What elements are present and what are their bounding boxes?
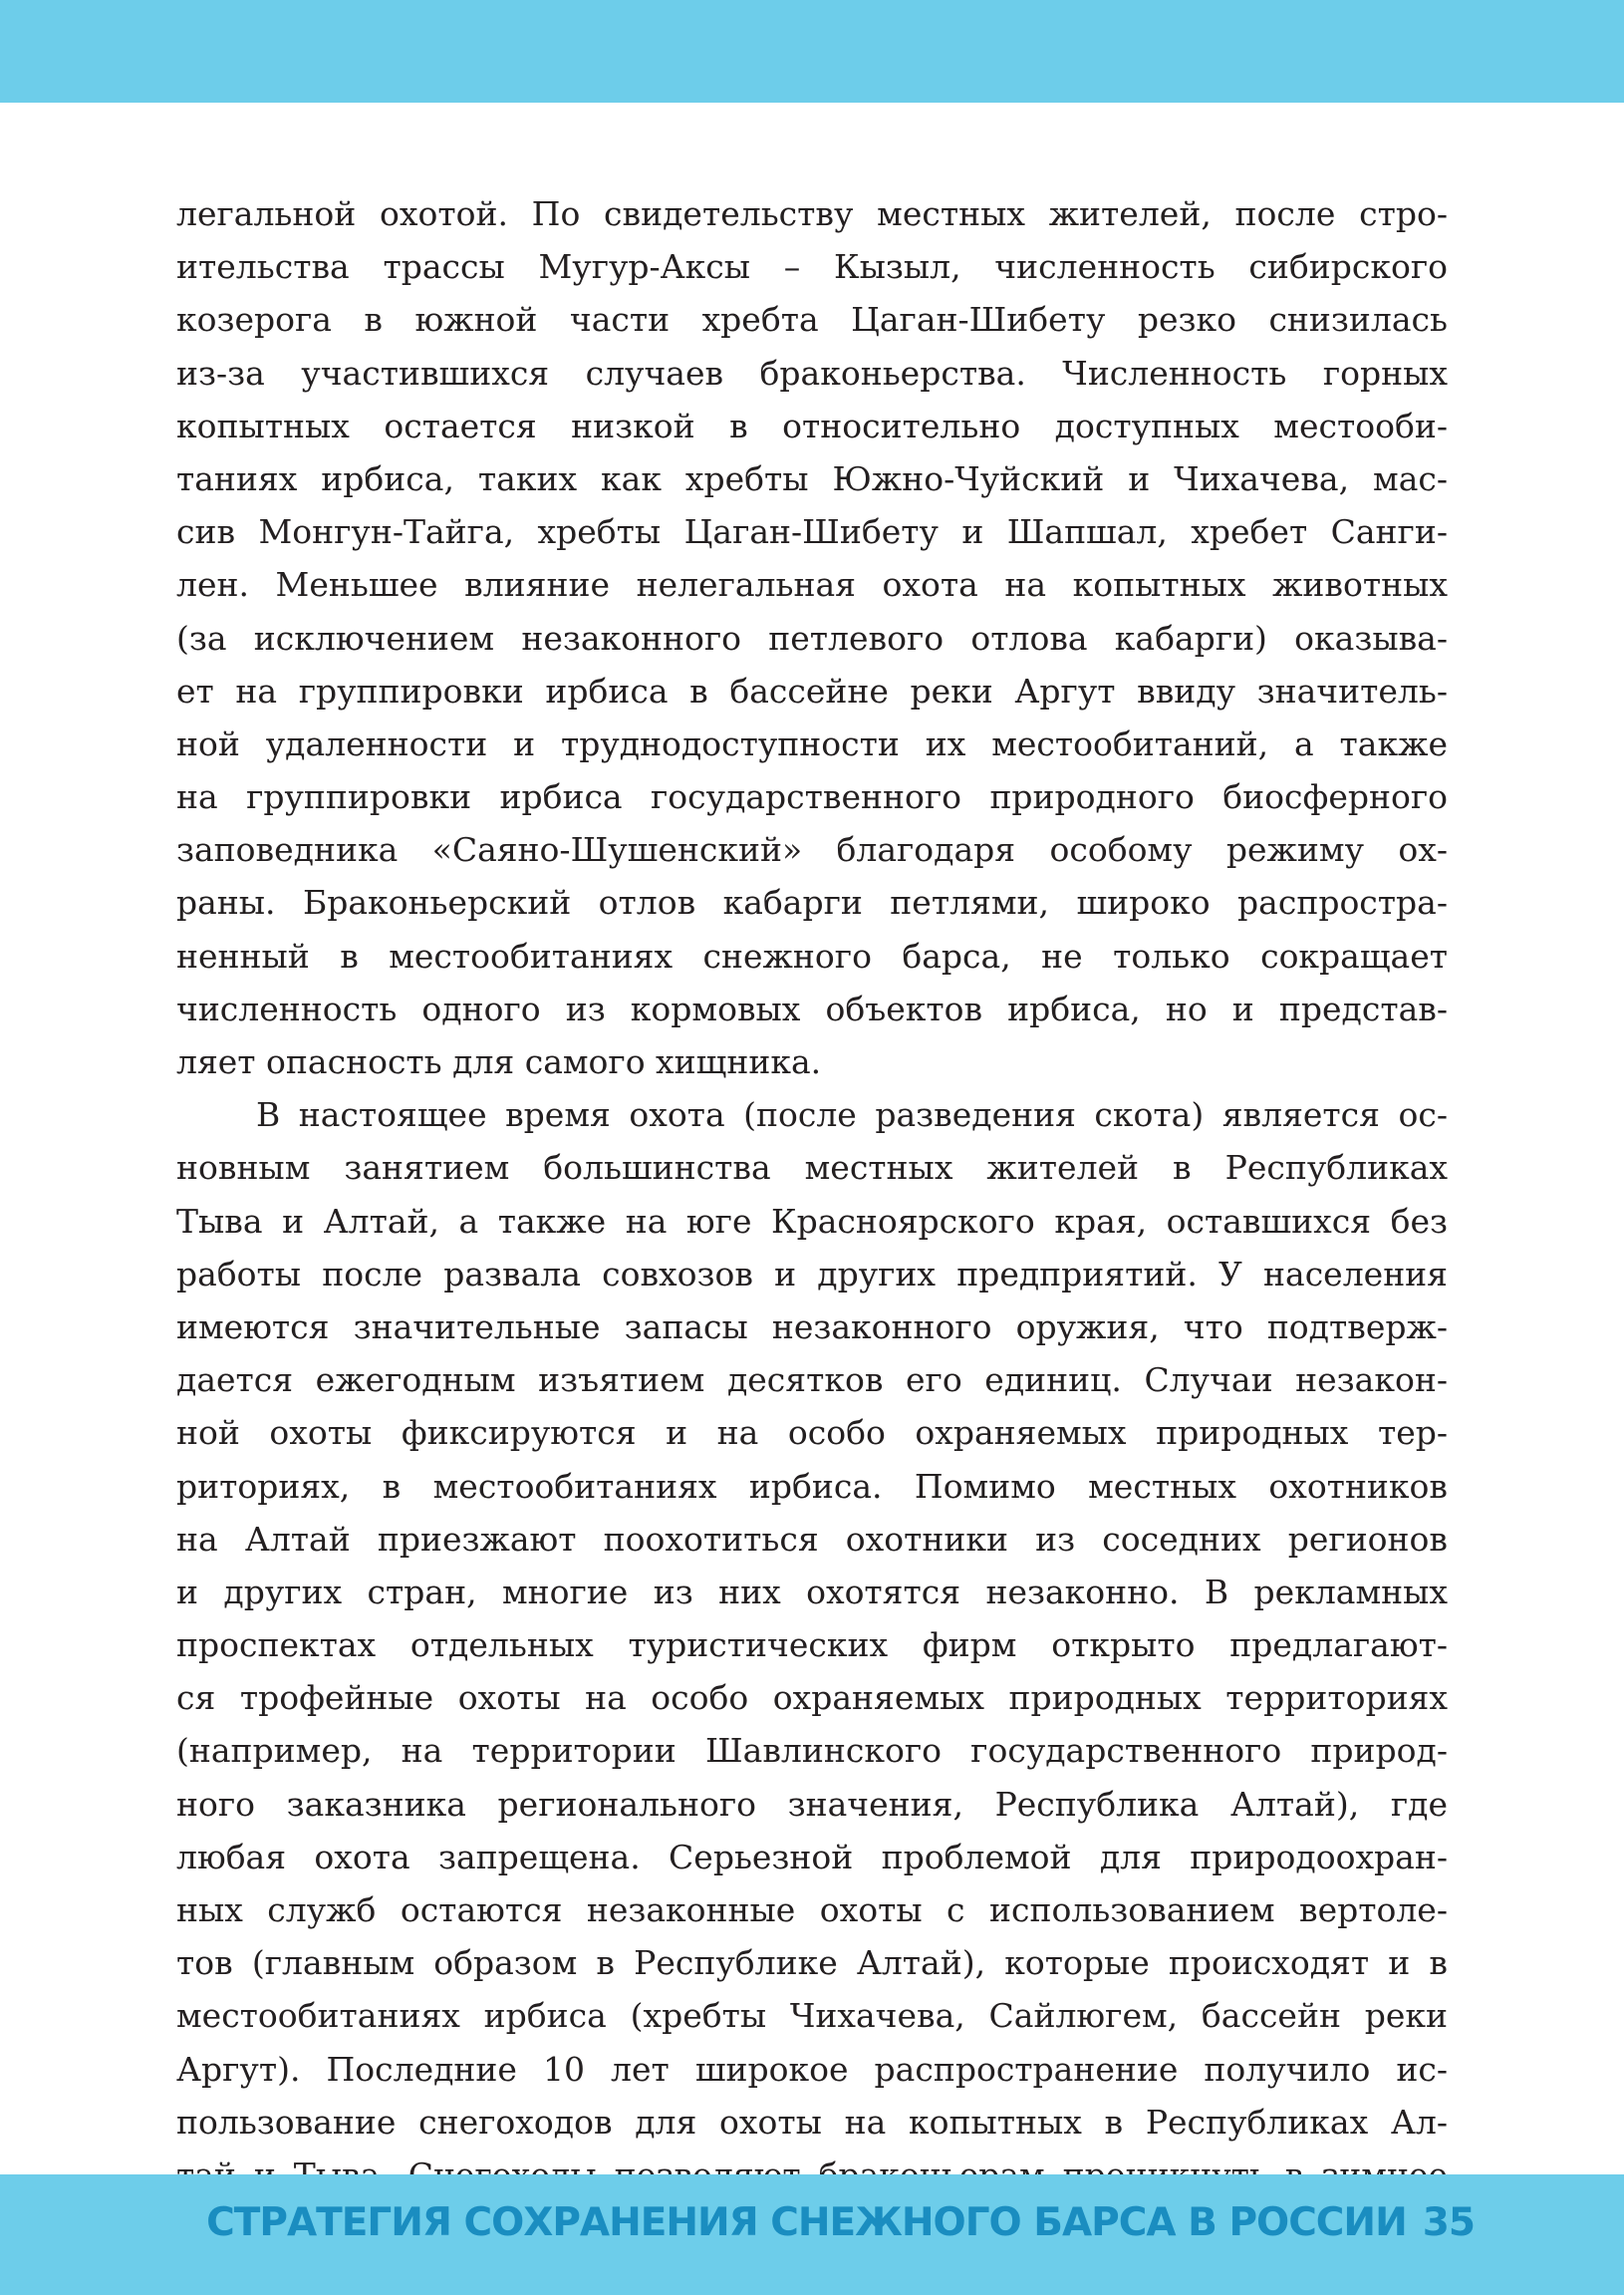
text-line: ет на группировки ирбиса в бассейне реки Аргут ввиду значитель-: [176, 671, 1448, 711]
paragraph-2: [176, 1088, 1448, 2201]
text-line: ного заказника регионального значения, Республика Алтай), где: [176, 1784, 1448, 1824]
text-line: проспектах отдельных туристических фирм открыто предлагают-: [176, 1625, 1448, 1665]
paragraph-1: [176, 187, 1448, 1088]
text-line: (например, на территории Шавлинского государственного природ-: [176, 1731, 1448, 1771]
top-color-band: [0, 0, 1624, 103]
text-line: ной охоты фиксируются и на особо охраняемых природных тер-: [176, 1413, 1448, 1453]
text-line: козерога в южной части хребта Цаган-Шибету резко снизилась: [176, 300, 1448, 340]
page-number: 35: [1422, 2200, 1475, 2245]
text-line: ненный в местообитаниях снежного барса, не только сокращает: [176, 936, 1448, 976]
text-line: (за исключением незаконного петлевого отлова кабарги) оказыва-: [176, 618, 1448, 658]
text-line: копытных остается низкой в относительно доступных местооби-: [176, 406, 1448, 445]
text-line: Аргут). Последние 10 лет широкое распространение получило ис-: [176, 2049, 1448, 2089]
text-line: местообитаниях ирбиса (хребты Чихачева, Сайлюгем, бассейн реки: [176, 1996, 1448, 2036]
text-line: ляет опасность для самого хищника.: [176, 1042, 822, 1081]
text-line: имеются значительные запасы незаконного оружия, что подтверж-: [176, 1306, 1448, 1346]
text-line: Тыва и Алтай, а также на юге Красноярского края, оставшихся без: [176, 1201, 1448, 1241]
text-line: дается ежегодным изъятием десятков его единиц. Случаи незакон-: [176, 1360, 1448, 1400]
text-line: на Алтай приезжают поохотиться охотники из соседних регионов: [176, 1519, 1448, 1559]
text-line: таниях ирбиса, таких как хребты Южно-Чуйский и Чихачева, мас-: [176, 458, 1448, 498]
text-line: В настоящее время охота (после разведения скота) является ос-: [256, 1095, 1448, 1135]
text-line: ся трофейные охоты на особо охраняемых природных территориях: [176, 1678, 1448, 1718]
running-footer: [206, 2200, 1475, 2245]
text-line: лен. Меньшее влияние нелегальная охота на копытных животных: [176, 565, 1448, 605]
footer-title: СТРАТЕГИЯ СОХРАНЕНИЯ СНЕЖНОГО БАРСА В РОССИИ: [206, 2200, 1407, 2245]
text-line: новным занятием большинства местных жителей в Республиках: [176, 1148, 1448, 1188]
text-line: и других стран, многие из них охотятся незаконно. В рекламных: [176, 1572, 1448, 1611]
text-line: сив Монгун-Тайга, хребты Цаган-Шибету и Шапшал, хребет Санги-: [176, 512, 1448, 552]
text-line: работы после развала совхозов и других предприятий. У населения: [176, 1254, 1448, 1293]
text-line: ной удаленности и труднодоступности их местообитаний, а также: [176, 723, 1448, 763]
text-line: численность одного из кормовых объектов ирбиса, но и представ-: [176, 989, 1448, 1028]
text-line: раны. Браконьерский отлов кабарги петлями, широко распростра-: [176, 883, 1448, 923]
body-text: [176, 187, 1448, 2201]
text-line: любая охота запрещена. Серьезной проблемой для природоохран-: [176, 1837, 1448, 1876]
text-line: заповедника «Саяно-Шушенский» благодаря особому режиму ох-: [176, 830, 1448, 870]
text-line: риториях, в местообитаниях ирбиса. Помимо местных охотников: [176, 1466, 1448, 1506]
text-line: легальной охотой. По свидетельству местных жителей, после стро-: [176, 194, 1448, 233]
text-line: пользование снегоходов для охоты на копытных в Республиках Ал-: [176, 2102, 1448, 2142]
text-line: ительства трассы Мугур-Аксы – Кызыл, численность сибирского: [176, 247, 1448, 287]
text-line: ных служб остаются незаконные охоты с использованием вертоле-: [176, 1890, 1448, 1929]
text-line: на группировки ирбиса государственного природного биосферного: [176, 777, 1448, 817]
text-line: из-за участившихся случаев браконьерства. Численность горных: [176, 353, 1448, 393]
text-line: тов (главным образом в Республике Алтай), которые происходят и в: [176, 1943, 1448, 1983]
